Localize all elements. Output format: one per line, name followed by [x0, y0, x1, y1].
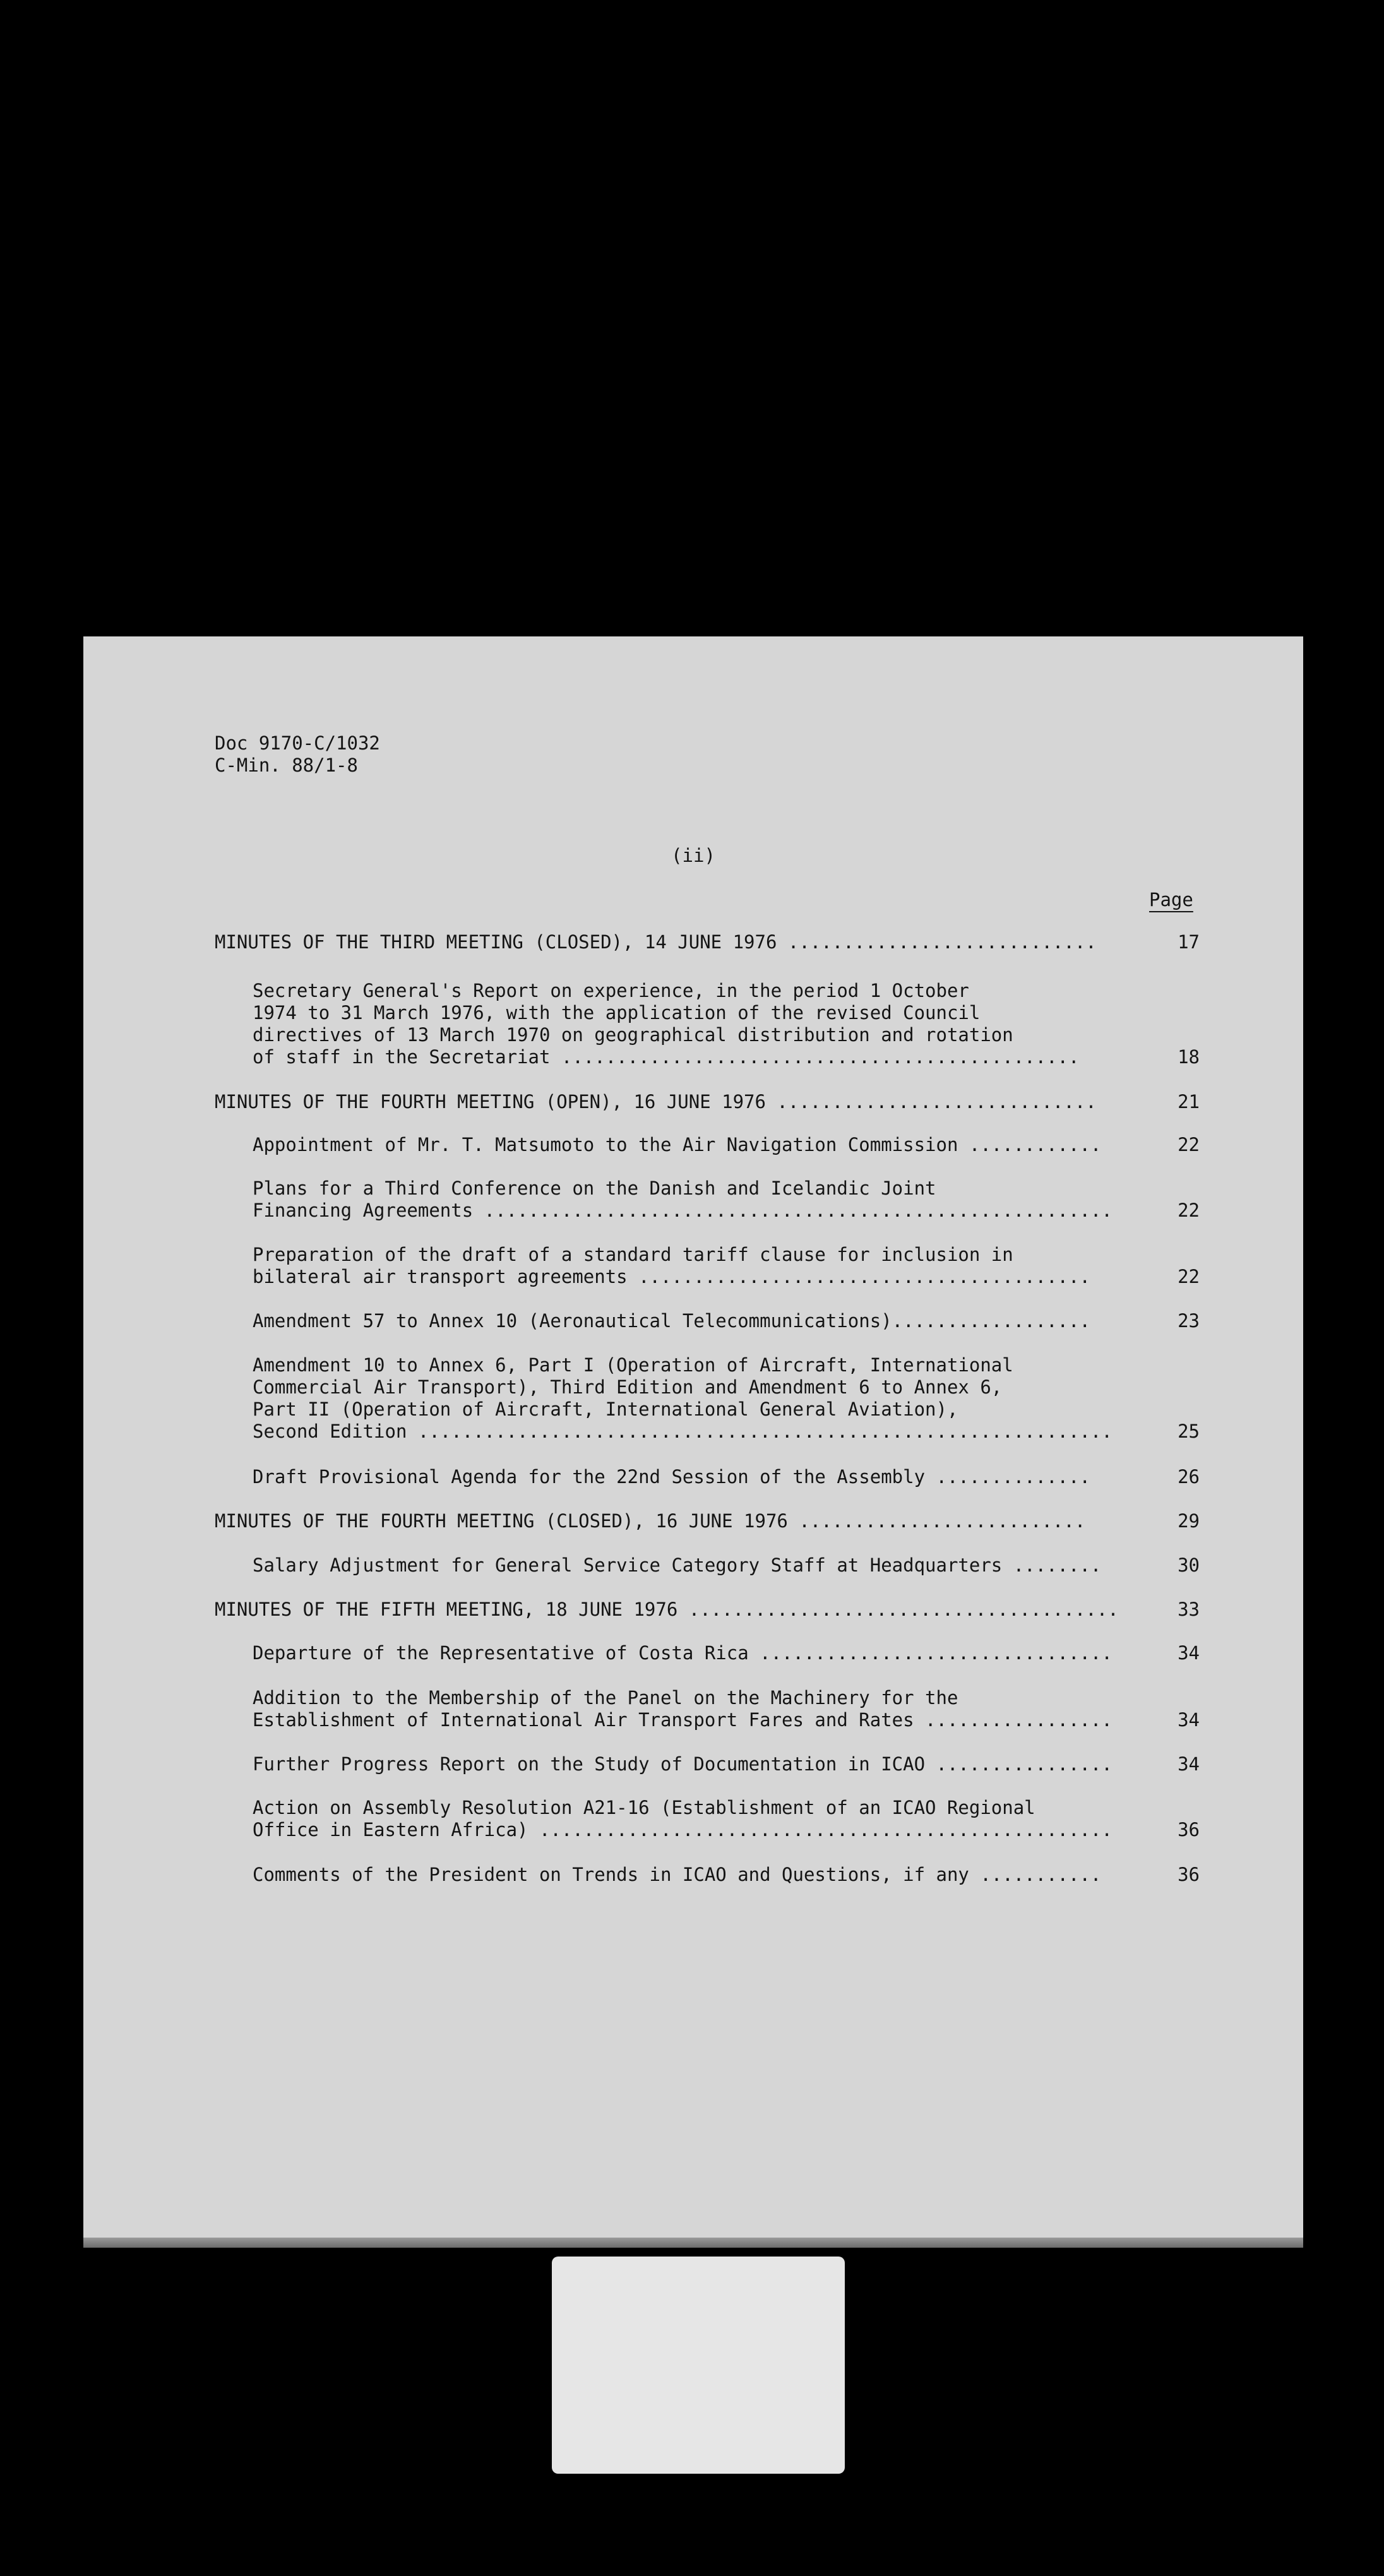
- toc-entry-salary-adjustment: [253, 1554, 1200, 1577]
- toc-entry-title: Amendment 57 to Annex 10 (Aeronautical Telecommunications)..................: [253, 1310, 1090, 1332]
- toc-entry-title: Draft Provisional Agenda for the 22nd Session of the Assembly ..............: [253, 1466, 1090, 1488]
- toc-entry-panel-membership: [253, 1687, 1200, 1731]
- toc-entry-page: 17: [1178, 931, 1200, 953]
- table-of-contents: [83, 636, 1303, 2248]
- toc-entry-page: 34: [1178, 1642, 1200, 1664]
- toc-entry-title: Appointment of Mr. T. Matsumoto to the Air Navigation Commission ............: [253, 1134, 1102, 1155]
- toc-entry-page: 30: [1178, 1554, 1200, 1576]
- toc-entry-costa-rica: [253, 1642, 1200, 1664]
- toc-entry-title: MINUTES OF THE THIRD MEETING (CLOSED), 14 JUNE 1976 ............................: [215, 931, 1097, 953]
- toc-entry-page: 34: [1178, 1753, 1200, 1775]
- toc-entry-title: Comments of the President on Trends in ICAO and Questions, if any ...........: [253, 1864, 1102, 1885]
- toc-entry-title: Secretary General's Report on experience, in the period 1 October 1974 to 31 March 1976, with the application of the revised Council directives of 13 March 1970 on geographical distribution and rotation of staff in the Secretariat ...............................................: [253, 980, 1080, 1068]
- page-number: (ii): [671, 845, 715, 866]
- toc-entry-page: 18: [1178, 1046, 1200, 1068]
- toc-entry-title: Action on Assembly Resolution A21-16 (Establishment of an ICAO Regional Office in Eastern Africa) ....................................................: [253, 1797, 1113, 1840]
- toc-entry-page: 22: [1178, 1134, 1200, 1155]
- toc-entry-third-conference: [253, 1178, 1200, 1222]
- toc-entry-page: 29: [1178, 1510, 1200, 1532]
- toc-entry-title: Addition to the Membership of the Panel on the Machinery for the Establishment of International Air Transport Fares and Rates .................: [253, 1687, 1113, 1731]
- page-edge: [83, 2238, 1303, 2248]
- toc-entry-provisional-agenda: [253, 1466, 1200, 1488]
- toc-entry-page: 25: [1178, 1421, 1200, 1442]
- toc-entry-page: 26: [1178, 1466, 1200, 1488]
- toc-entry-fourth-meeting-open: [215, 1091, 1200, 1113]
- toc-entry-president-comments: [253, 1864, 1200, 1886]
- toc-entry-page: 33: [1178, 1599, 1200, 1620]
- document-page: [83, 636, 1303, 2248]
- toc-entry-amendment-57: [253, 1310, 1200, 1332]
- toc-entry-page: 34: [1178, 1709, 1200, 1731]
- toc-entry-page: 22: [1178, 1200, 1200, 1221]
- toc-entry-title: MINUTES OF THE FOURTH MEETING (CLOSED), 16 JUNE 1976 ..........................: [215, 1510, 1086, 1532]
- toc-entry-title: Amendment 10 to Annex 6, Part I (Operation of Aircraft, International Commercial Air Transport), Third Edition and Amendment 6 to Annex 6, Part II (Operation of Aircraft, International General Aviation), Second Edition ...............................................................: [253, 1354, 1113, 1442]
- toc-entry-fifth-meeting: [215, 1599, 1200, 1621]
- toc-entry-third-meeting: [215, 931, 1200, 953]
- minutes-reference: C-Min. 88/1-8: [215, 754, 358, 776]
- toc-entry-matsumoto-appointment: [253, 1134, 1200, 1156]
- toc-entry-documentation-study: [253, 1753, 1200, 1775]
- toc-entry-fourth-meeting-closed: [215, 1510, 1200, 1532]
- toc-entry-page: 36: [1178, 1864, 1200, 1885]
- toc-entry-resolution-a21-16: [253, 1797, 1200, 1841]
- toc-entry-amendment-10: [253, 1354, 1200, 1443]
- toc-entry-title: Preparation of the draft of a standard tariff clause for inclusion in bilateral air transport agreements .........................................: [253, 1244, 1090, 1287]
- toc-entry-page: 21: [1178, 1091, 1200, 1112]
- toc-entry-title: Salary Adjustment for General Service Category Staff at Headquarters ........: [253, 1554, 1102, 1576]
- toc-entry-title: Plans for a Third Conference on the Danish and Icelandic Joint Financing Agreements .........................................................: [253, 1178, 1113, 1221]
- page-column-header: Page: [1149, 889, 1193, 910]
- toc-entry-page: 22: [1178, 1266, 1200, 1287]
- toc-entry-title: Further Progress Report on the Study of Documentation in ICAO ................: [253, 1753, 1113, 1775]
- blank-card: [552, 2257, 845, 2474]
- toc-entry-page: 23: [1178, 1310, 1200, 1332]
- toc-entry-title: MINUTES OF THE FOURTH MEETING (OPEN), 16 JUNE 1976 .............................: [215, 1091, 1097, 1112]
- toc-entry-title: MINUTES OF THE FIFTH MEETING, 18 JUNE 1976 .......................................: [215, 1599, 1119, 1620]
- toc-entry-secretary-general-report: [253, 980, 1200, 1068]
- toc-entry-page: 36: [1178, 1819, 1200, 1840]
- toc-entry-tariff-clause: [253, 1244, 1200, 1288]
- toc-entry-title: Departure of the Representative of Costa Rica ................................: [253, 1642, 1113, 1664]
- doc-number: Doc 9170-C/1032: [215, 732, 380, 754]
